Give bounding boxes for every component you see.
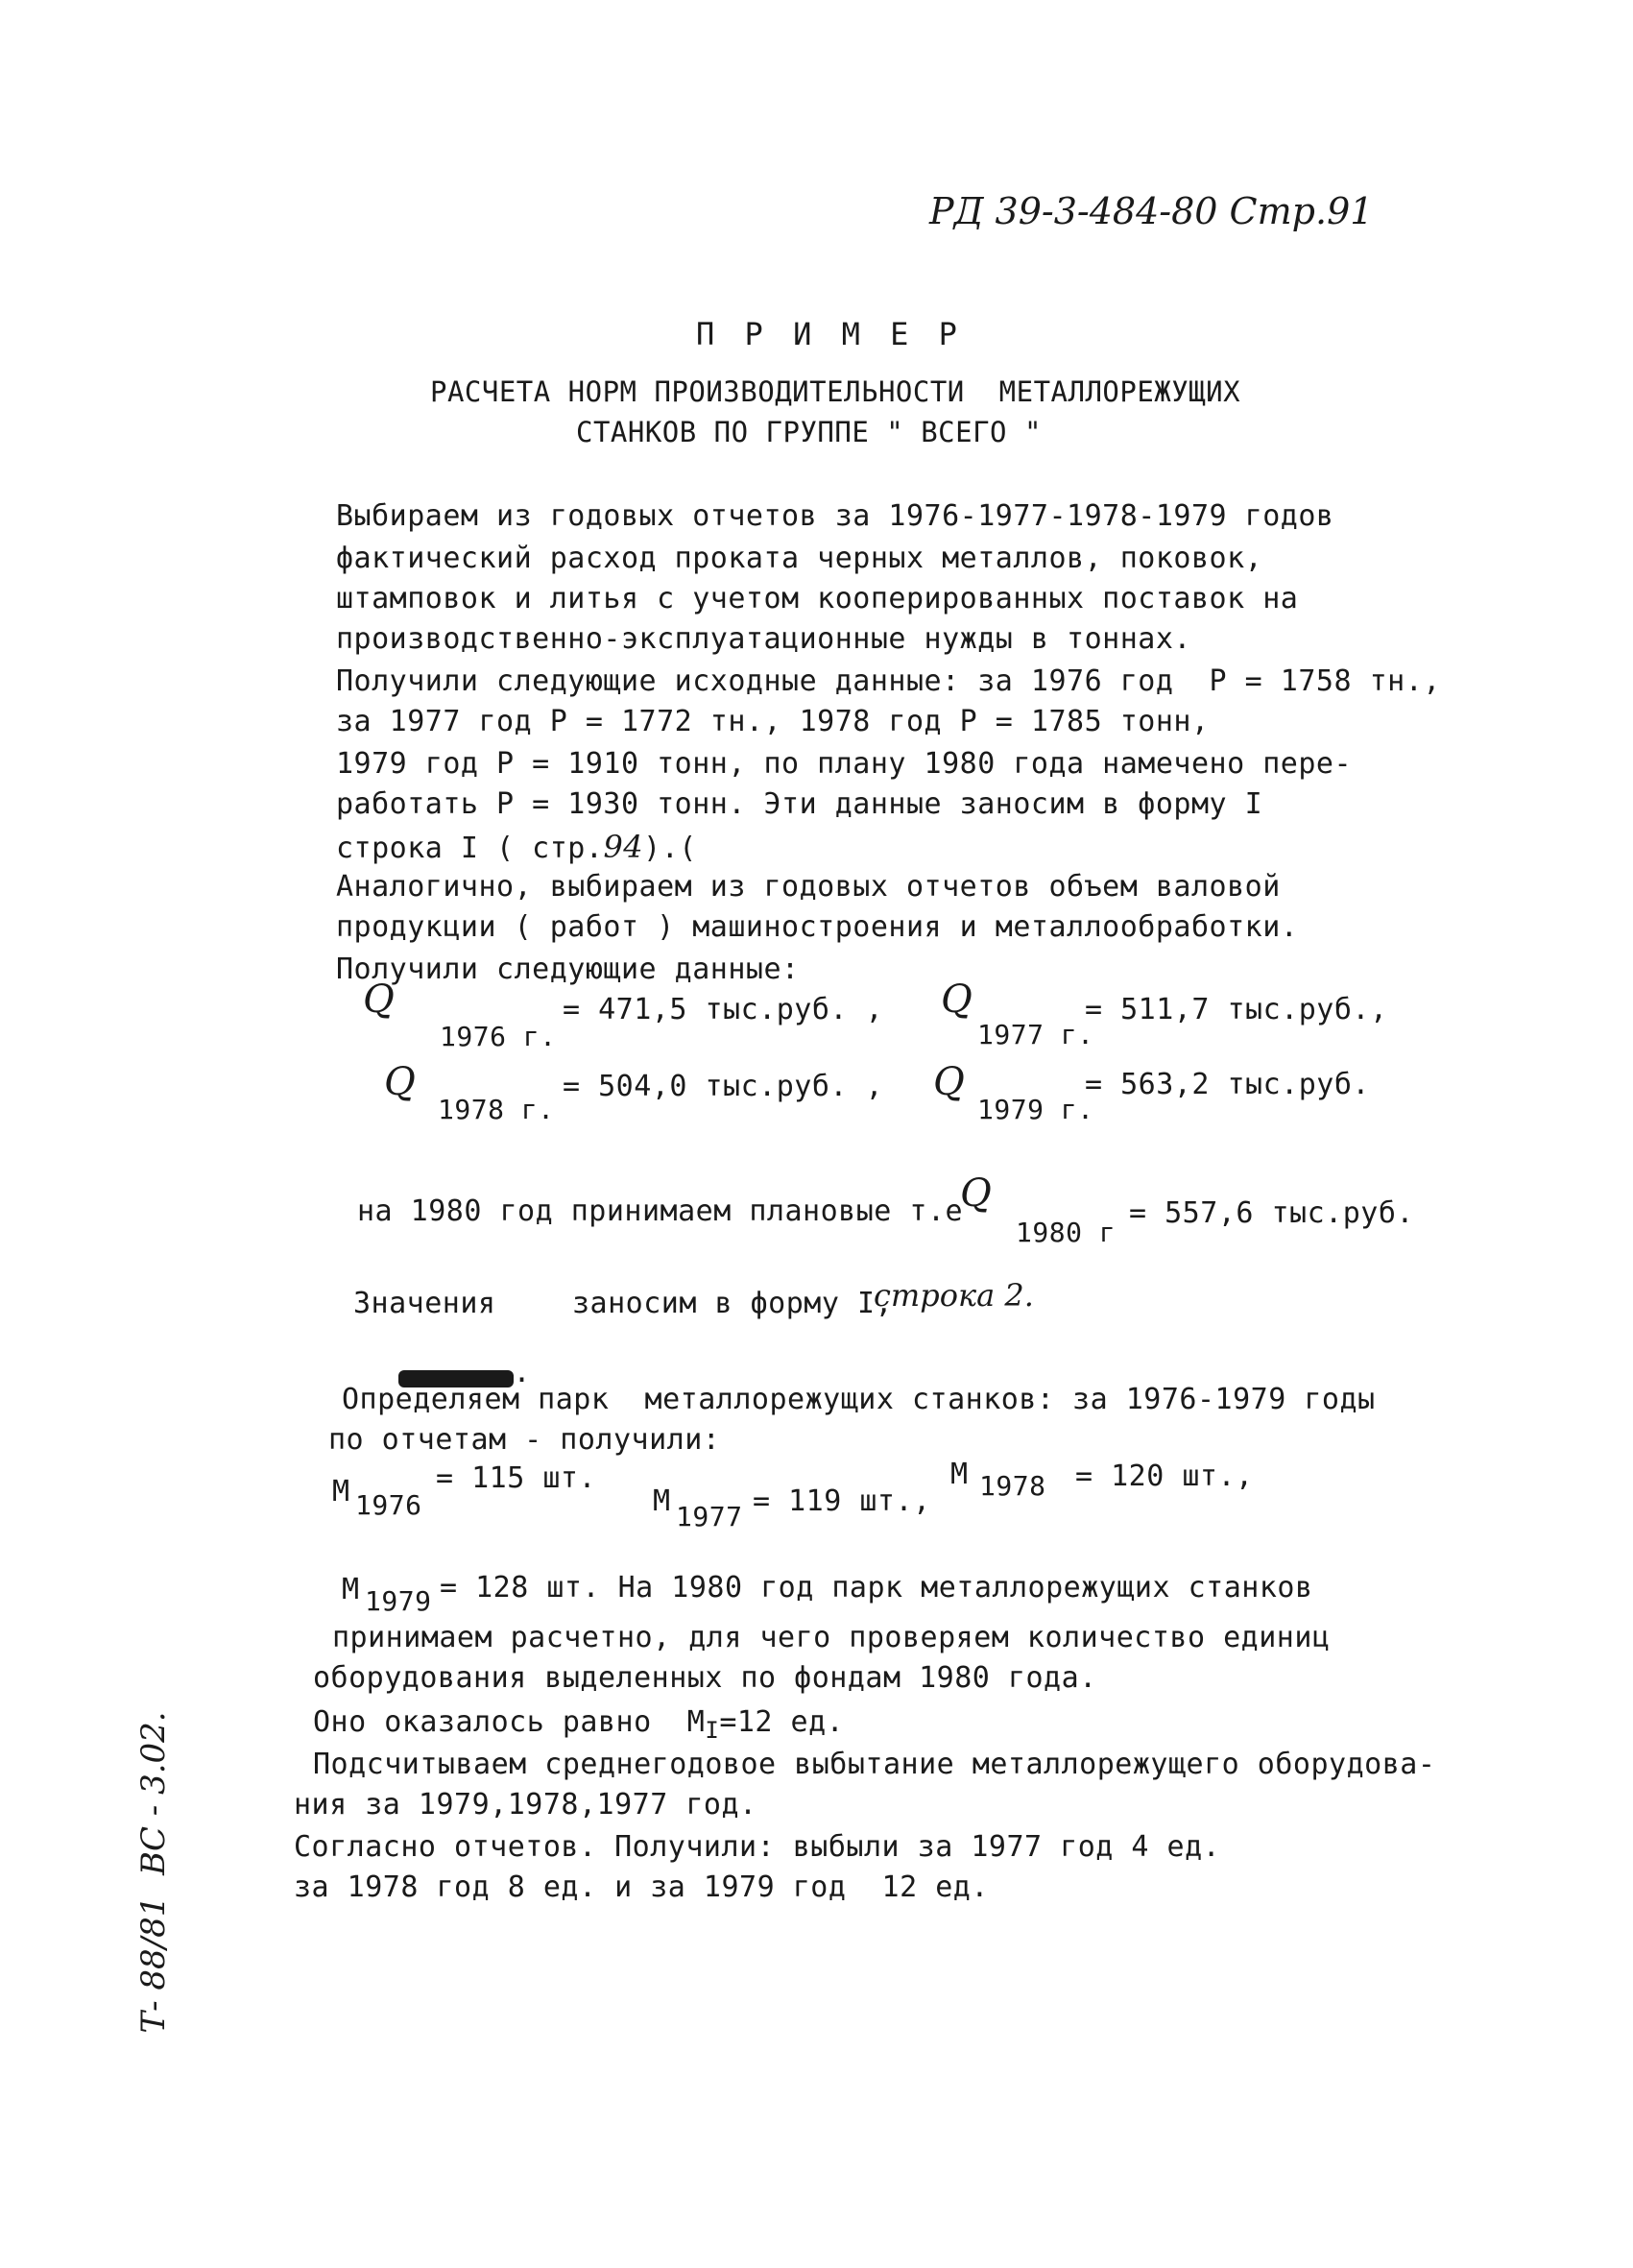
para1-line: продукции ( работ ) машиностроения и металлообработки.	[336, 910, 1299, 944]
m-symbol: М	[950, 1458, 969, 1491]
page-ref-suffix: ).(	[643, 832, 697, 865]
para1-line: фактический расход проката черных металлов, поковок,	[336, 542, 1263, 575]
document-reference: РД 39-3-484-80 Стр.91	[929, 190, 1374, 232]
para2-line-2: по отчетам - получили:	[328, 1423, 721, 1457]
q-symbol: Q	[933, 1060, 965, 1104]
q-1980-value: = 557,6 тыс.руб.	[1129, 1196, 1414, 1230]
para1-line: за 1977 год Р = 1772 тн., 1978 год Р = 1785 тонн,	[336, 705, 1210, 738]
q-symbol: Q	[363, 977, 395, 1022]
m-1978-value: = 120 шт.,	[1075, 1460, 1254, 1493]
title-line-1: РАСЧЕТА НОРМ ПРОИЗВОДИТЕЛЬНОСТИ МЕТАЛЛОРЕЖУЩИХ	[430, 375, 1241, 408]
m-1977-value: = 119 шт.,	[753, 1484, 931, 1518]
mi-sub: I	[705, 1717, 720, 1744]
para2-line-mi	[313, 1703, 844, 1749]
para1-line: 1979 год Р = 1910 тонн, по плану 1980 года намечено пере-	[336, 747, 1353, 781]
mi-value: =12 ед.	[719, 1705, 845, 1739]
m-1978-sub: 1978	[979, 1470, 1046, 1502]
para2-line: Подсчитываем среднегодовое выбытание металлорежущего оборудова-	[313, 1748, 1436, 1781]
q-1977-sub: 1977 г.	[977, 1019, 1094, 1050]
para1-line-page-ref	[336, 828, 697, 868]
q-symbol: Q	[384, 1060, 416, 1104]
mi-text: Оно оказалось равно М	[313, 1705, 706, 1739]
q-plan-text: на 1980 год принимаем плановые т.е	[357, 1194, 964, 1228]
struck-out-word	[361, 1344, 531, 1389]
q-1977-value: = 511,7 тыс.руб.,	[1085, 993, 1388, 1026]
para1-line: работать Р = 1930 тонн. Эти данные заносим в форму I	[336, 787, 1263, 821]
title-line-2: СТАНКОВ ПО ГРУППЕ " ВСЕГО "	[576, 416, 1042, 448]
para1-line: штамповок и литья с учетом кооперированных поставок на	[336, 582, 1299, 615]
values-text: заносим в форму I,	[572, 1287, 894, 1320]
title-word: П Р И М Е Р	[696, 316, 963, 352]
m-symbol: М	[342, 1573, 360, 1606]
q-1978-value: = 504,0 тыс.руб. ,	[563, 1070, 884, 1103]
m-1976-sub: 1976	[355, 1489, 422, 1521]
para1-line: Получили следующие данные:	[336, 953, 800, 986]
para1-line: Аналогично, выбираем из годовых отчетов объем валовой	[336, 870, 1281, 904]
values-handwritten: строка 2.	[874, 1277, 1034, 1314]
m-1979-sub: 1979	[365, 1585, 432, 1617]
m-1979-value: = 128 шт. На 1980 год парк металлорежущих станков	[440, 1571, 1313, 1604]
q-1980-sub: 1980 г	[1016, 1217, 1117, 1248]
m-symbol: М	[332, 1475, 350, 1508]
q-1976-sub: 1976 г.	[440, 1021, 557, 1052]
m-symbol: М	[653, 1484, 671, 1518]
q-1979-value: = 563,2 тыс.руб.	[1085, 1068, 1370, 1101]
m-1976-value: = 115 шт.	[436, 1461, 597, 1495]
q-symbol: Q	[960, 1171, 992, 1216]
m-1977-sub: 1977	[676, 1501, 743, 1532]
para1-line: производственно-эксплуатационные нужды в тоннах.	[336, 622, 1191, 656]
para2-line: оборудования выделенных по фондам 1980 года.	[313, 1661, 1097, 1695]
values-label: Значения	[353, 1287, 496, 1320]
q-symbol: Q	[941, 977, 973, 1022]
para2-line: за 1978 год 8 ед. и за 1979 год 12 ед.	[294, 1870, 989, 1904]
para2-line: принимаем расчетно, для чего проверяем количество единиц	[332, 1621, 1331, 1654]
page-ref-number: 94	[603, 829, 644, 865]
para1-line: Выбираем из годовых отчетов за 1976-1977-1978-1979 годов	[336, 499, 1334, 533]
q-1978-sub: 1978 г.	[438, 1094, 555, 1125]
para1-line: Получили следующие исходные данные: за 1976 год Р = 1758 тн.,	[336, 664, 1441, 698]
page-ref-prefix: строка I ( стр.	[336, 832, 604, 865]
para2-line-1: Определяем парк металлорежущих станков: за 1976-1979 годы	[342, 1383, 1376, 1416]
q-1979-sub: 1979 г.	[977, 1094, 1094, 1125]
q-1976-value: = 471,5 тыс.руб. ,	[563, 993, 884, 1026]
margin-note: Т- 88/81 ВС - 3.02.	[134, 1711, 173, 2034]
para2-line: ния за 1979,1978,1977 год.	[294, 1788, 757, 1822]
para2-line: Согласно отчетов. Получили: выбыли за 1977 год 4 ед.	[294, 1830, 1221, 1864]
strike-dot: .	[513, 1356, 531, 1389]
